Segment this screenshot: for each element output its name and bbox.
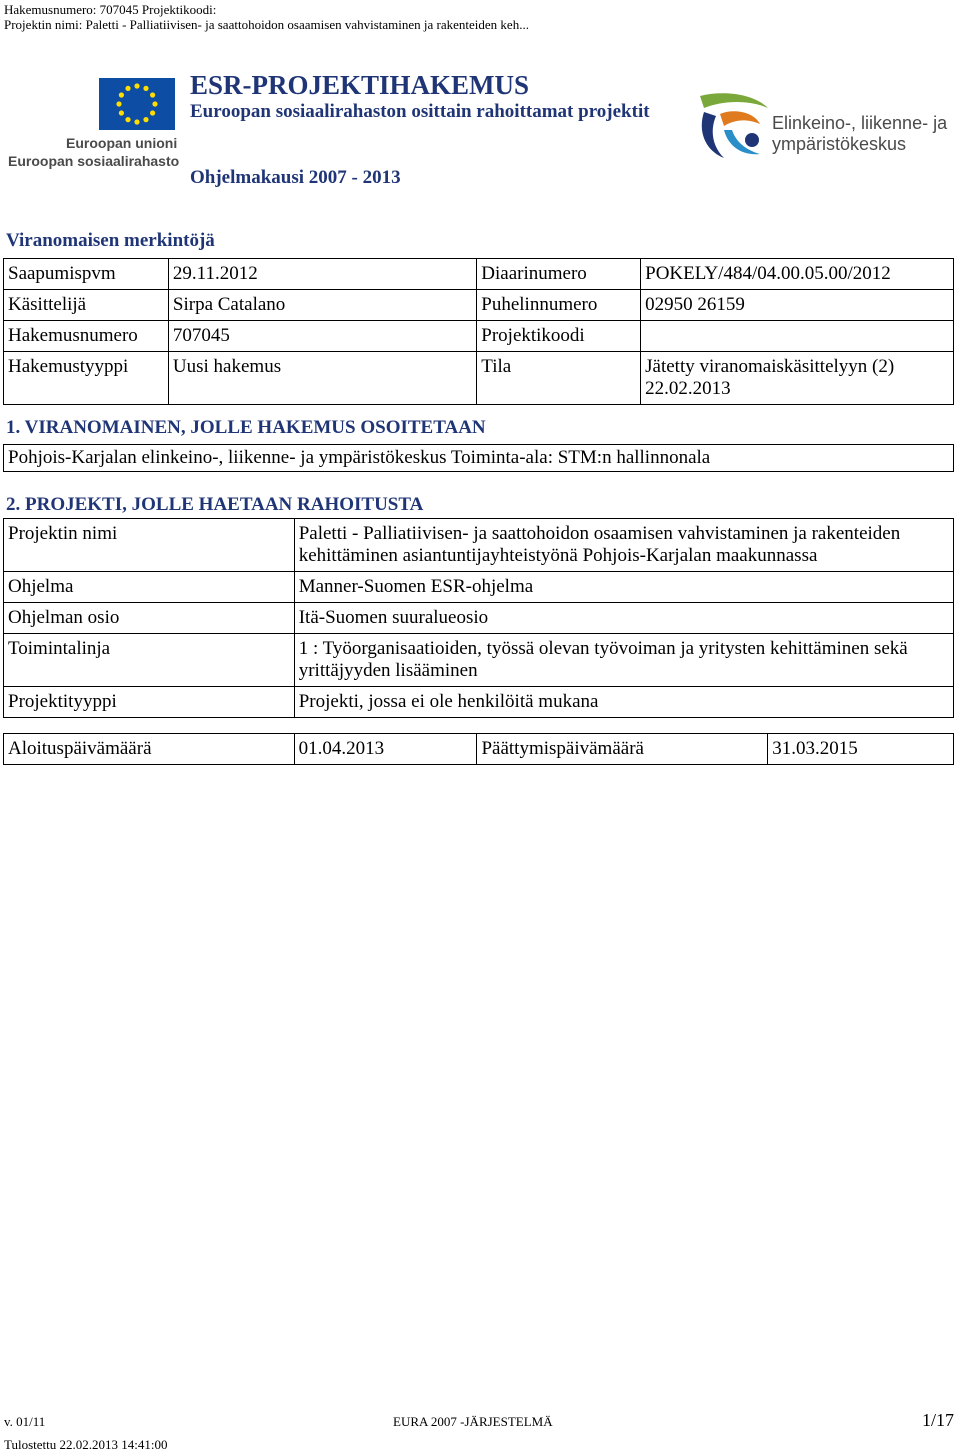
table-cell: Puhelinnumero bbox=[477, 290, 641, 321]
table-cell: Itä-Suomen suuralueosio bbox=[294, 603, 953, 634]
table-cell: Uusi hakemus bbox=[168, 352, 476, 405]
table-row bbox=[4, 321, 954, 352]
table-row bbox=[4, 734, 954, 765]
table-cell: Projektin nimi bbox=[4, 519, 295, 572]
start-date-value: 01.04.2013 bbox=[294, 734, 477, 765]
table-cell: Paletti - Palliatiivisen- ja saattohoidon osaamisen vahvistaminen ja rakenteiden kehittäminen asiantuntijayhteistyönä Pohjois-Karjalan maakunnassa bbox=[294, 519, 953, 572]
authority-heading: Viranomaisen merkintöjä bbox=[6, 230, 215, 251]
eu-logo-text-2: Euroopan sosiaalirahasto bbox=[8, 153, 180, 169]
project-table bbox=[3, 518, 954, 718]
start-date-label: Aloituspäivämäärä bbox=[4, 734, 295, 765]
footer-system: EURA 2007 -JÄRJESTELMÄ bbox=[393, 1414, 553, 1429]
table-cell: Diaarinumero bbox=[477, 259, 641, 290]
header-line-2: Projektin nimi: Paletti - Palliatiivisen- ja saattohoidon osaamisen vahvistaminen ja rakenteiden keh... bbox=[4, 17, 529, 32]
table-cell: Projektikoodi bbox=[477, 321, 641, 352]
eu-flag-logo bbox=[99, 78, 175, 130]
section-1-authority: Pohjois-Karjalan elinkeino-, liikenne- ja ympäristökeskus Toiminta-ala: STM:n hallinnonala bbox=[3, 444, 954, 472]
project-dates-table bbox=[3, 733, 954, 765]
ely-centre-name bbox=[772, 113, 947, 155]
table-cell: Saapumispvm bbox=[4, 259, 169, 290]
document-subtitle: Euroopan sosiaalirahaston osittain rahoittamat projektit bbox=[190, 101, 650, 122]
table-cell: Käsittelijä bbox=[4, 290, 169, 321]
table-cell bbox=[641, 321, 954, 352]
table-cell: Hakemusnumero bbox=[4, 321, 169, 352]
table-row bbox=[4, 634, 954, 687]
ely-centre-logo bbox=[694, 90, 770, 162]
document-title: ESR-PROJEKTIHAKEMUS bbox=[190, 70, 530, 100]
table-cell: Projektityyppi bbox=[4, 687, 295, 718]
table-row bbox=[4, 290, 954, 321]
program-period: Ohjelmakausi 2007 - 2013 bbox=[190, 167, 401, 188]
table-cell: Jätetty viranomaiskäsittelyyn (2) 22.02.2013 bbox=[641, 352, 954, 405]
table-cell: Ohjelma bbox=[4, 572, 295, 603]
table-cell: 1 : Työorganisaatioiden, työssä olevan työvoiman ja yritysten kehittäminen sekä yrittäjyyden lisääminen bbox=[294, 634, 953, 687]
table-cell: Manner-Suomen ESR-ohjelma bbox=[294, 572, 953, 603]
footer-page-number: 1/17 bbox=[922, 1410, 955, 1430]
table-row bbox=[4, 572, 954, 603]
table-row bbox=[4, 352, 954, 405]
eu-logo-text-1: Euroopan unioni bbox=[66, 135, 178, 151]
section-2-heading: 2. PROJEKTI, JOLLE HAETAAN RAHOITUSTA bbox=[6, 494, 424, 515]
ely-text-2: ympäristökeskus bbox=[772, 134, 907, 154]
section-1-heading: 1. VIRANOMAINEN, JOLLE HAKEMUS OSOITETAAN bbox=[6, 417, 486, 438]
table-row bbox=[4, 259, 954, 290]
header-line-1: Hakemusnumero: 707045 Projektikoodi: bbox=[4, 2, 217, 17]
table-cell: Projekti, jossa ei ole henkilöitä mukana bbox=[294, 687, 953, 718]
ely-text-1: Elinkeino-, liikenne- ja bbox=[772, 113, 948, 133]
end-date-label: Päättymispäivämäärä bbox=[477, 734, 768, 765]
table-cell: Sirpa Catalano bbox=[168, 290, 476, 321]
footer-printed: Tulostettu 22.02.2013 14:41:00 bbox=[4, 1437, 168, 1452]
table-cell: 707045 bbox=[168, 321, 476, 352]
footer-version: v. 01/11 bbox=[4, 1414, 46, 1429]
table-cell: POKELY/484/04.00.05.00/2012 bbox=[641, 259, 954, 290]
table-cell: 02950 26159 bbox=[641, 290, 954, 321]
table-row bbox=[4, 519, 954, 572]
authority-table bbox=[3, 258, 954, 405]
end-date-value: 31.03.2015 bbox=[768, 734, 954, 765]
table-cell: Hakemustyyppi bbox=[4, 352, 169, 405]
table-row bbox=[4, 603, 954, 634]
table-cell: Toimintalinja bbox=[4, 634, 295, 687]
table-cell: Tila bbox=[477, 352, 641, 405]
table-cell: 29.11.2012 bbox=[168, 259, 476, 290]
table-cell: Ohjelman osio bbox=[4, 603, 295, 634]
table-row bbox=[4, 687, 954, 718]
